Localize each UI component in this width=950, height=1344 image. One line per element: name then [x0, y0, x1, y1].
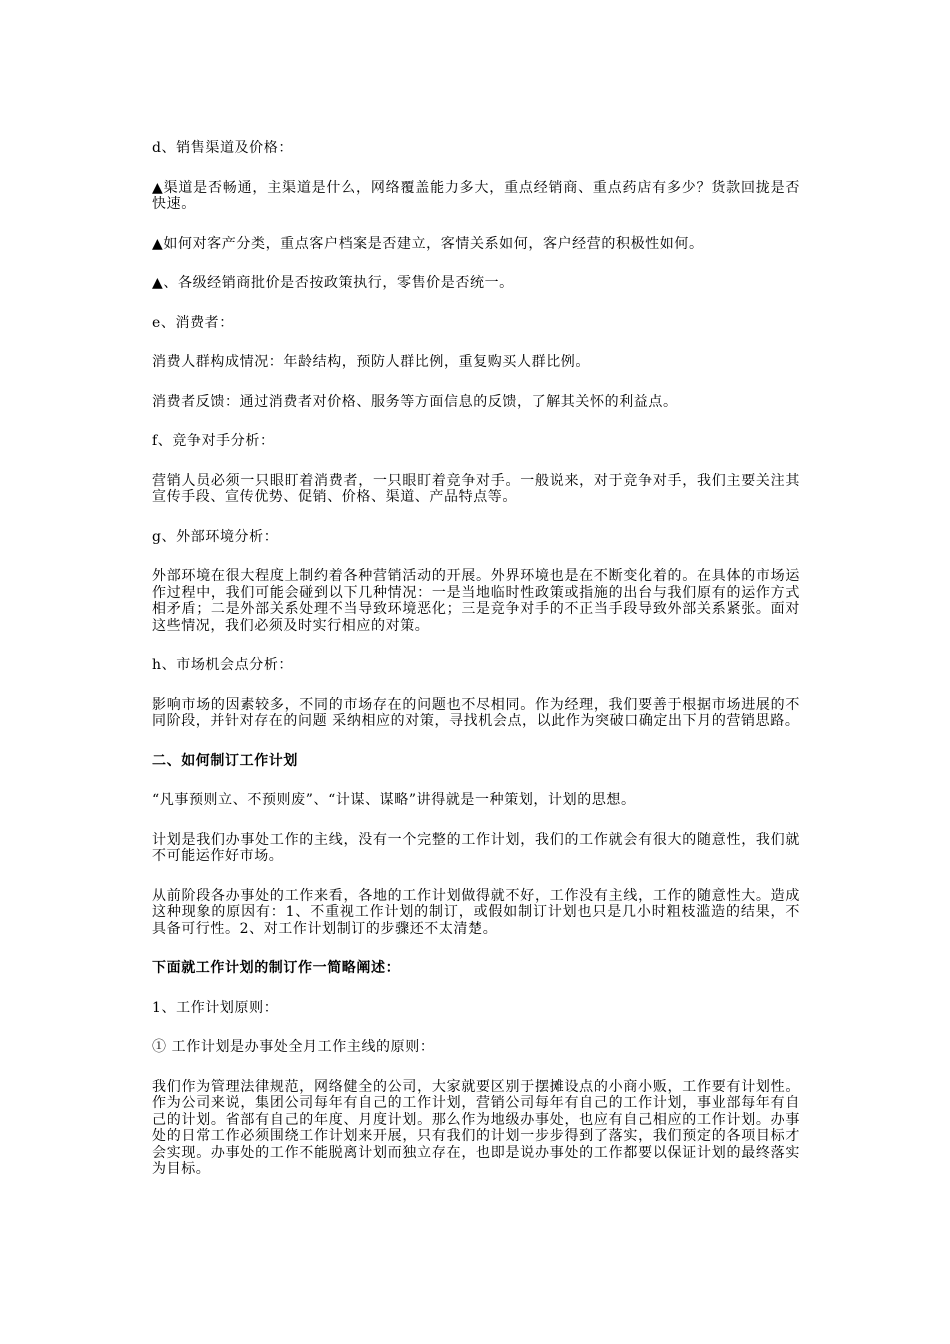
- plan-paragraph-1: “凡事预则立、不预则废”、“计谋、谋略”讲得就是一种策划，计划的思想。: [152, 792, 636, 808]
- section-d-label: d、销售渠道及价格：: [152, 140, 293, 156]
- d-item-channel: ▲渠道是否畅通，主渠道是什么，网络覆盖能力多大，重点经销商、重点药店有多少？货款回拢是否快速。: [152, 179, 800, 212]
- plan-paragraph-3: 从前阶段各办事处的工作来看，各地的工作计划做得就不好，工作没有主线，工作的随意性大。造成这种现象的原因有：1、不重视工作计划的制订，或假如制订计划也只是几小时粗枝滥造的结果，不具备可行性。2、对工作计划制订的步骤还不太清楚。: [152, 887, 800, 937]
- heading-how-to-plan: 二、如何制订工作计划: [152, 752, 298, 769]
- d-item-price: ▲、各级经销商批价是否按政策执行，零售价是否统一。: [152, 275, 514, 291]
- label-plan-mainline: ① 工作计划是办事处全月工作主线的原则：: [152, 1039, 435, 1055]
- d-item-customer: ▲如何对客产分类，重点客户档案是否建立，客情关系如何，客户经营的积极性如何。: [152, 235, 704, 252]
- section-e-label: e、消费者：: [152, 314, 234, 331]
- label-plan-principle: 1、工作计划原则：: [152, 999, 279, 1016]
- plan-paragraph-2: 计划是我们办事处工作的主线，没有一个完整的工作计划，我们的工作就会有很大的随意性，我们就不可能运作好市场。: [152, 831, 800, 864]
- section-g-label: g、外部环境分析：: [152, 528, 279, 545]
- section-h-label: h、市场机会点分析：: [152, 657, 294, 673]
- e-item-feedback: 消费者反馈：通过消费者对价格、服务等方面信息的反馈，了解其关怀的利益点。: [152, 393, 678, 410]
- subheading-brief: 下面就工作计划的制订作一简略阐述：: [152, 960, 401, 976]
- section-f-label: f、竞争对手分析：: [152, 433, 275, 449]
- f-paragraph: 营销人员必须一只眼盯着消费者，一只眼盯着竞争对手。一般说来，对于竞争对手，我们主要关注其宣传手段、宣传优势、促销、价格、渠道、产品特点等。: [152, 472, 800, 505]
- final-paragraph: 我们作为管理法律规范，网络健全的公司，大家就要区别于摆摊设点的小商小贩，工作要有计划性。作为公司来说，集团公司每年有自己的工作计划，营销公司每年有自己的工作计划，事业部每年有自己的计划。省部有自己的年度、月度计划。那么作为地级办事处，也应有自己相应的工作计划。办事处的日常工作必须围绕工作计划来开展，只有我们的计划一步步得到了落实，我们预定的各项目标才会实现。办事处的工作不能脱离计划而独立存在，也即是说办事处的工作都要以保证计划的最终落实为目标。: [152, 1078, 800, 1177]
- h-paragraph: 影响市场的因素较多，不同的市场存在的问题也不尽相同。作为经理，我们要善于根据市场进展的不同阶段，并针对存在的问题 采纳相应的对策，寻找机会点，以此作为突破口确定出下月的营销思路。: [152, 696, 800, 729]
- e-item-composition: 消费人群构成情况：年龄结构，预防人群比例，重复购买人群比例。: [152, 354, 590, 370]
- document-page: [152, 140, 800, 1201]
- g-paragraph: 外部环境在很大程度上制约着各种营销活动的开展。外界环境也是在不断变化着的。在具体的市场运作过程中，我们可能会碰到以下几种情况：一是当地临时性政策或指施的出台与我们原有的运作方式相矛盾；二是外部关系处理不当导致环境恶化；三是竞争对手的不正当手段导致外部关系紧张。面对这些情况，我们必须及时实行相应的对策。: [152, 568, 800, 634]
